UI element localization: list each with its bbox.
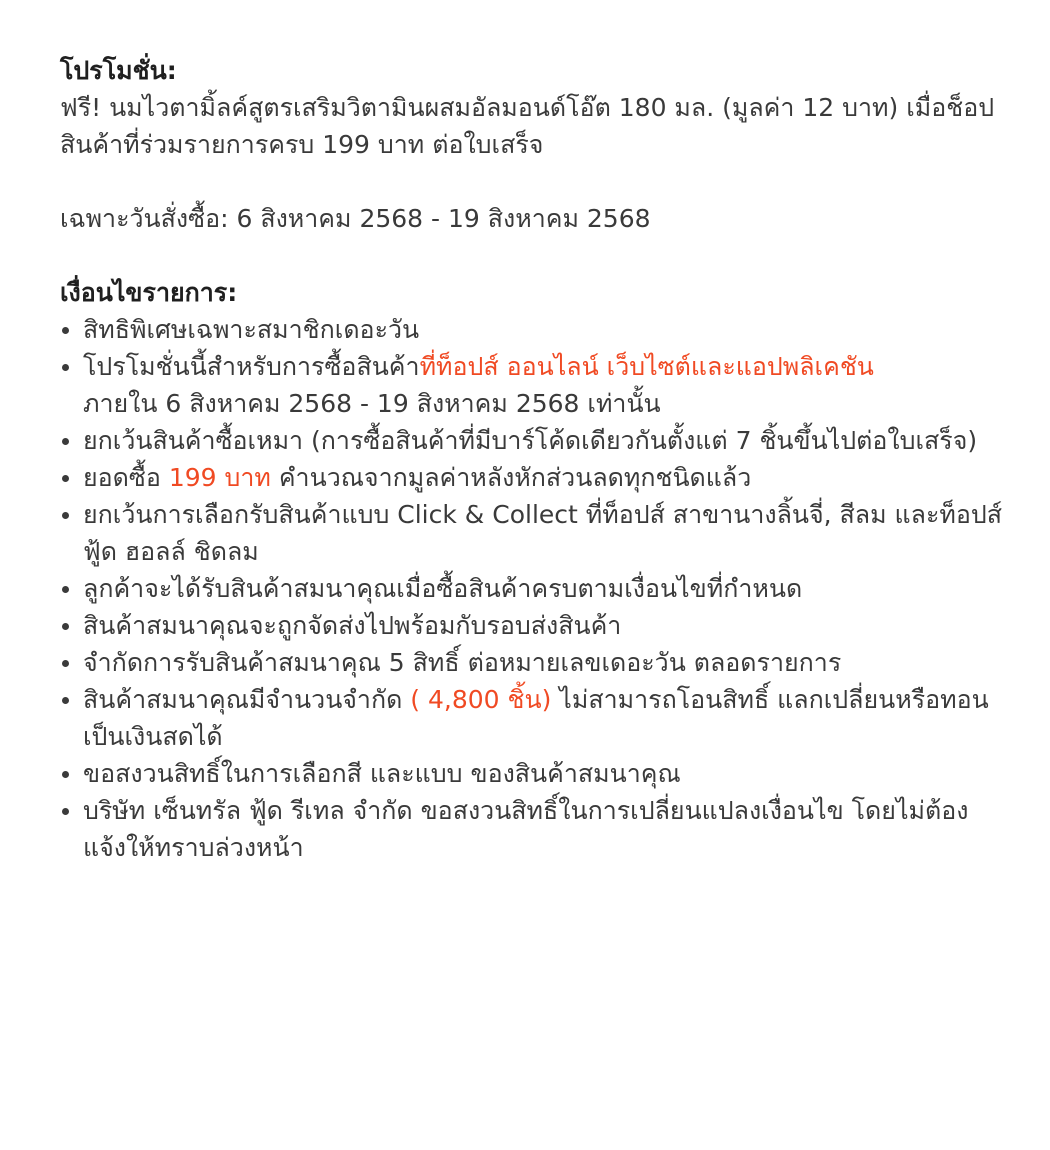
condition-item bbox=[60, 681, 1002, 755]
condition-text: จำกัดการรับสินค้าสมนาคุณ 5 สิทธิ์ ต่อหมายเลขเดอะวัน ตลอดรายการ bbox=[83, 648, 842, 677]
condition-text: คำนวณจากมูลค่าหลังหักส่วนลดทุกชนิดแล้ว bbox=[270, 463, 752, 492]
condition-text: ขอสงวนสิทธิ์ในการเลือกสี และแบบ ของสินค้าสมนาคุณ bbox=[83, 759, 681, 788]
conditions-list bbox=[60, 311, 1002, 866]
condition-highlight: 199 บาท bbox=[168, 463, 271, 492]
condition-text: ลูกค้าจะได้รับสินค้าสมนาคุณเมื่อซื้อสินค้าครบตามเงื่อนไขที่กำหนด bbox=[83, 574, 803, 603]
condition-item bbox=[60, 755, 1002, 792]
condition-text: บริษัท เซ็นทรัล ฟู้ด รีเทล จำกัด ขอสงวนสิทธิ์ในการเปลี่ยนแปลงเงื่อนไข โดยไม่ต้องแจ้งให้ทราบล่วงหน้า bbox=[83, 796, 969, 862]
condition-item bbox=[60, 348, 1002, 422]
condition-item bbox=[60, 792, 1002, 866]
order-period: เฉพาะวันสั่งซื้อ: 6 สิงหาคม 2568 - 19 สิงหาคม 2568 bbox=[60, 204, 651, 233]
condition-item bbox=[60, 570, 1002, 607]
condition-highlight: ( 4,800 ชิ้น) bbox=[410, 685, 552, 714]
promotion-heading: โปรโมชั่น: bbox=[60, 56, 177, 85]
condition-item bbox=[60, 496, 1002, 570]
spacer bbox=[60, 237, 1002, 274]
condition-text: สินค้าสมนาคุณจะถูกจัดส่งไปพร้อมกับรอบส่งสินค้า bbox=[83, 611, 622, 640]
condition-text: สินค้าสมนาคุณมีจำนวนจำกัด bbox=[83, 685, 411, 714]
condition-item bbox=[60, 459, 1002, 496]
conditions-heading: เงื่อนไขรายการ: bbox=[60, 278, 238, 307]
condition-text: สิทธิพิเศษเฉพาะสมาชิกเดอะวัน bbox=[83, 315, 420, 344]
promotion-description: ฟรี! นมไวตามิ้ลค์สูตรเสริมวิตามินผสมอัลมอนด์โอ๊ต 180 มล. (มูลค่า 12 บาท) เมื่อช็อปสินค้าที่ร่วมรายการครบ 199 บาท ต่อใบเสร็จ bbox=[60, 93, 995, 159]
condition-item bbox=[60, 422, 1002, 459]
condition-text: ไม่สามารถโอนสิทธิ์ แลกเปลี่ยนหรือทอนเป็นเงินสดได้ bbox=[83, 685, 989, 751]
condition-highlight: ที่ท็อปส์ ออนไลน์ เว็บไซต์และแอปพลิเคชัน bbox=[419, 352, 874, 381]
condition-item bbox=[60, 607, 1002, 644]
spacer bbox=[60, 163, 1002, 200]
condition-text: ยอดซื้อ bbox=[83, 463, 169, 492]
condition-text: ภายใน 6 สิงหาคม 2568 - 19 สิงหาคม 2568 เท่านั้น bbox=[83, 389, 661, 418]
condition-text: โปรโมชั่นนี้สำหรับการซื้อสินค้า bbox=[83, 352, 420, 381]
condition-text: ยกเว้นสินค้าซื้อเหมา (การซื้อสินค้าที่มีบาร์โค้ดเดียวกันตั้งแต่ 7 ชิ้นขึ้นไปต่อใบเสร็จ) bbox=[83, 426, 978, 455]
condition-text: ยกเว้นการเลือกรับสินค้าแบบ Click & Collect ที่ท็อปส์ สาขานางลิ้นจี่, สีลม และท็อปส์ ฟู้ด ฮอลล์ ชิดลม bbox=[83, 500, 1003, 566]
condition-item bbox=[60, 644, 1002, 681]
condition-item bbox=[60, 311, 1002, 348]
